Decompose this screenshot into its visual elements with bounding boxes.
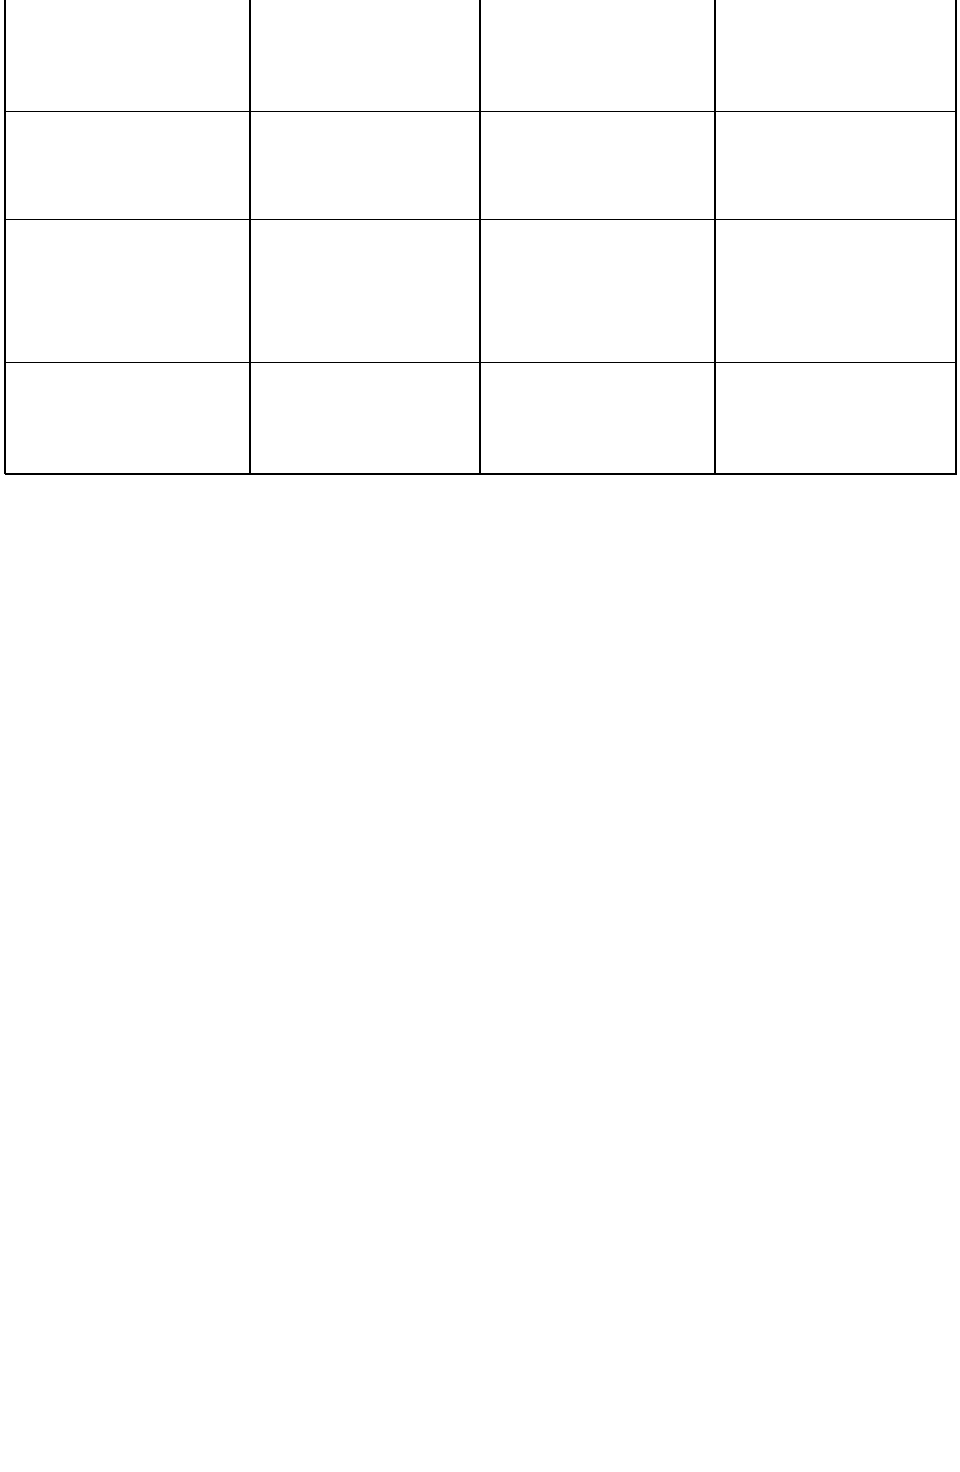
- table-rule: [5, 219, 957, 220]
- table-column-rule: [479, 0, 481, 474]
- table-rule: [5, 362, 957, 363]
- table-rule: [5, 111, 957, 112]
- table-column-rule: [249, 0, 251, 474]
- table-column-rule: [4, 0, 6, 474]
- table-column-rule: [714, 0, 716, 474]
- table-bottom-border: [5, 473, 957, 475]
- table-column-rule: [955, 0, 957, 474]
